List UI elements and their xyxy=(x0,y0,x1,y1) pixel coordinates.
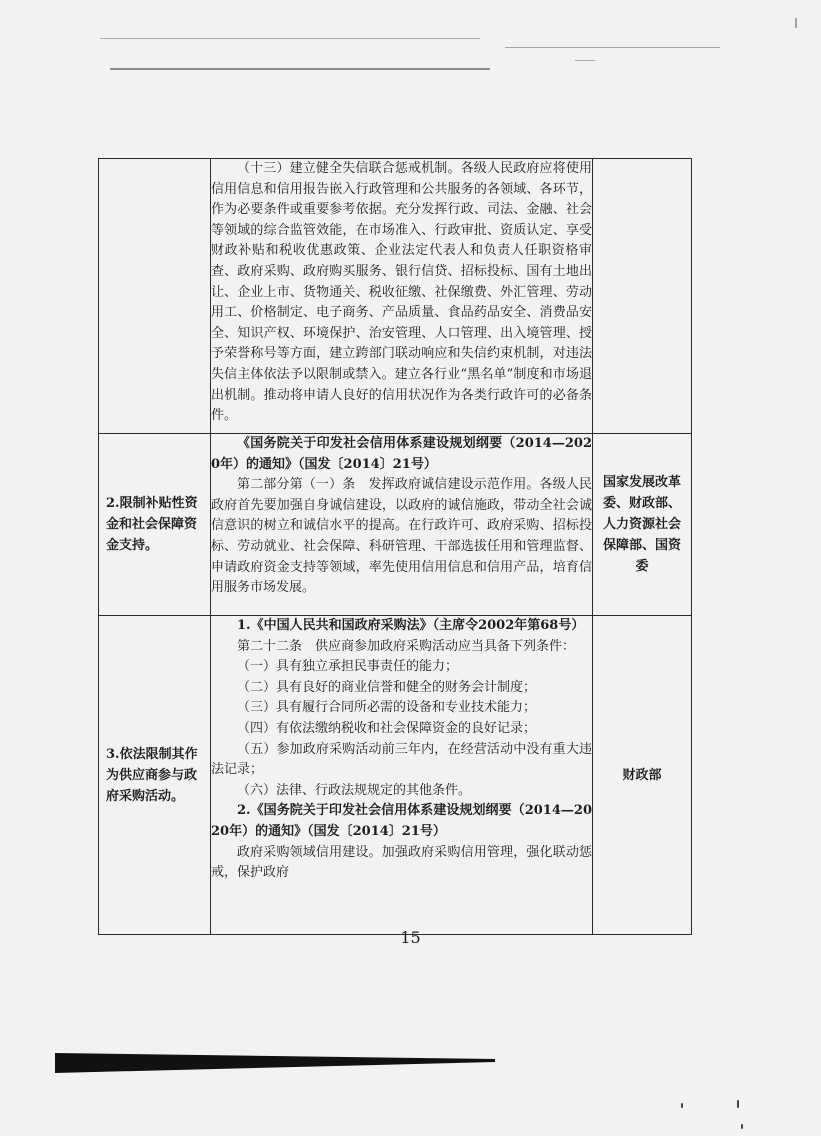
scan-artifact-line xyxy=(100,38,480,39)
condition-item: （二）具有良好的商业信誉和健全的财务会计制度； xyxy=(237,679,537,695)
scan-speck xyxy=(681,1103,683,1108)
legal-basis-text: 政府采购领域信用建设。加强政府采购信用管理，强化联动惩戒，保护政府 xyxy=(211,844,592,881)
document-title: 2.《国务院关于印发社会信用体系建设规划纲要（2014—2020年）的通知》（国发〔2014〕21号） xyxy=(211,803,592,839)
scan-speck xyxy=(737,1100,739,1108)
table-row xyxy=(99,434,692,616)
condition-item: （三）具有履行合同所必需的设备和专业技术能力； xyxy=(237,700,537,716)
scan-artifact-line xyxy=(505,47,720,48)
document-title: 《国务院关于印发社会信用体系建设规划纲要（2014—2020年）的通知》（国发〔2014〕21号） xyxy=(211,436,592,472)
scan-artifact-bar xyxy=(55,1053,495,1073)
department-cell xyxy=(593,616,692,935)
department-text: 财政部 xyxy=(622,767,662,783)
scan-artifact-line xyxy=(110,68,490,70)
measure-text: 2.限制补贴性资金和社会保障资金支持。 xyxy=(106,496,198,553)
scan-artifact-line xyxy=(795,18,797,28)
condition-item: （五）参加政府采购活动前三年内，在经营活动中没有重大违法记录； xyxy=(211,741,592,778)
table-row xyxy=(99,616,692,935)
measure-text: 3.依法限制其作为供应商参与政府采购活动。 xyxy=(106,746,198,804)
department-text: 国家发展改革委、财政部、人力资源社会保障部、国资委 xyxy=(602,475,681,574)
table-row xyxy=(99,159,692,434)
scan-artifact-line xyxy=(575,60,595,61)
legal-basis-cell xyxy=(211,616,593,935)
measure-cell xyxy=(99,159,211,434)
condition-item: （四）有依法缴纳税收和社会保障资金的良好记录； xyxy=(237,720,537,736)
condition-item: （一）具有独立承担民事责任的能力； xyxy=(237,659,459,675)
legal-basis-text: 第二部分第（一）条 发挥政府诚信建设示范作用。各级人民政府首先要加强自身诚信建设，以政府的诚信施政，带动全社会诚信意识的树立和诚信水平的提高。在行政许可、政府采购、招标投标、劳动就业、社会保障、科研管理、干部选拔任用和管理监督、申请政府资金支持等领域，率先使用信用信息和信用产品，培育信用服务市场发展。 xyxy=(211,477,592,596)
measure-cell xyxy=(99,616,211,935)
measure-cell xyxy=(99,434,211,616)
legal-basis-cell xyxy=(211,159,593,434)
law-title: 1.《中国人民共和国政府采购法》（主席令2002年第68号） xyxy=(237,618,585,633)
scan-speck xyxy=(741,1124,743,1129)
department-cell xyxy=(593,434,692,616)
page-number: 15 xyxy=(400,928,421,947)
legal-basis-cell xyxy=(211,434,593,616)
article-text: 第二十二条 供应商参加政府采购活动应当具备下列条件： xyxy=(237,638,576,654)
measures-table xyxy=(98,158,692,935)
condition-item: （六）法律、行政法规规定的其他条件。 xyxy=(237,782,472,798)
legal-basis-text: （十三）建立健全失信联合惩戒机制。各级人民政府应将使用信用信息和信用报告嵌入行政管理和公共服务的各领域、各环节，作为必要条件或重要参考依据。充分发挥行政、司法、金融、社会等领域的综合监管效能，在市场准入、行政审批、资质认定、享受财政补贴和税收优惠政策、企业法定代表人和负责人任职资格审查、政府采购、政府购买服务、银行信贷、招标投标、国有土地出让、企业上市、货物通关、税收征缴、社保缴费、外汇管理、劳动用工、价格制定、电子商务、产品质量、食品药品安全、消费品安全、知识产权、环境保护、治安管理、人口管理、出入境管理、授予荣誉称号等方面，建立跨部门联动响应和失信约束机制，对违法失信主体依法予以限制或禁入。建立各行业“黑名单”制度和市场退出机制。推动将申请人良好的信用状况作为各类行政许可的必备条件。 xyxy=(211,161,592,424)
department-cell xyxy=(593,159,692,434)
